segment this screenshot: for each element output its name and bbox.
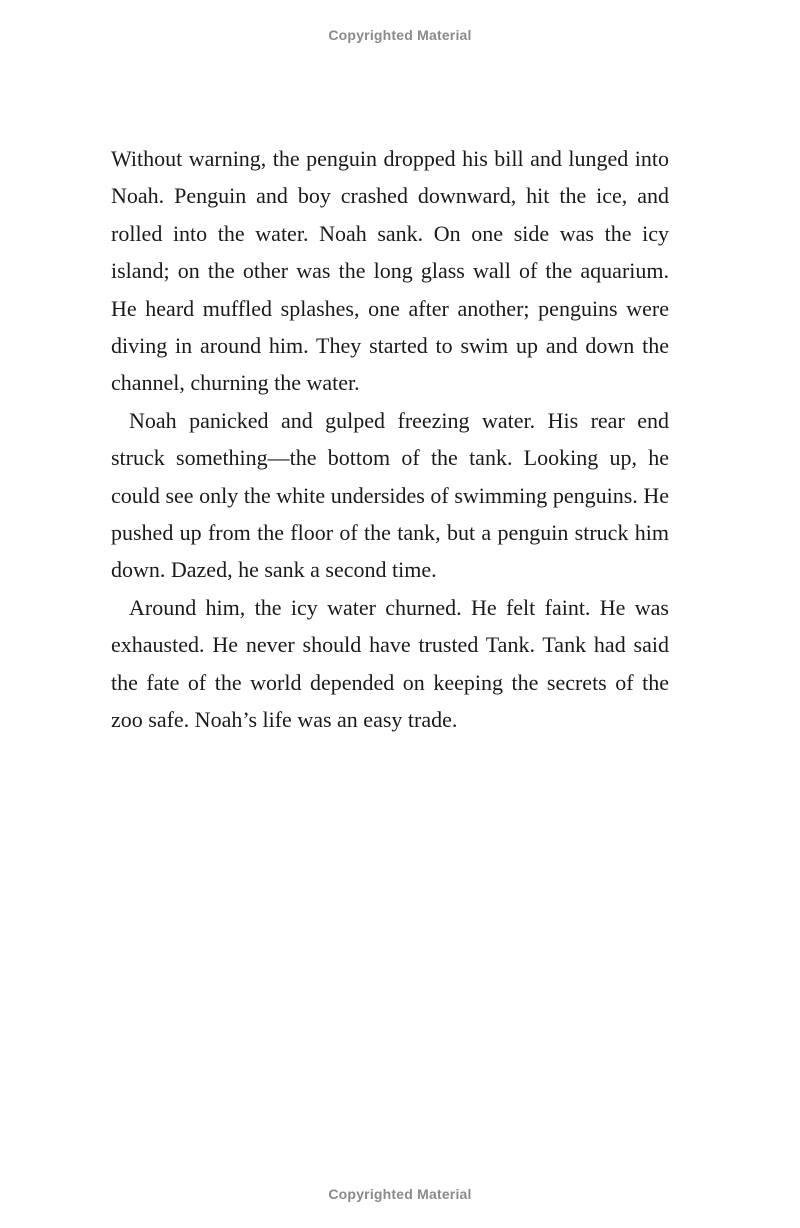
paragraph: Noah panicked and gulped freezing water. His rear end struck something—the bottom of the tank. Looking up, he could see only the white undersides of swimming penguins. He pushed up from the floor of the tank, but a penguin struck him down. Dazed, he sank a second time. <box>111 407 669 583</box>
paragraph: Around him, the icy water churned. He felt faint. He was exhausted. He never should have trusted Tank. Tank had said the fate of the world depended on keeping the secrets of the zoo safe. Noah’s life was an easy trade. <box>111 594 669 733</box>
paragraph: Without warning, the penguin dropped his bill and lunged into Noah. Penguin and boy crashed downward, hit the ice, and rolled into the water. Noah sank. On one side was the icy island; on the other was the long glass wall of the aquarium. He heard muffled splashes, one after another; penguins were diving in around him. They started to swim up and down the channel, churning the water. <box>111 146 669 396</box>
watermark-top: Copyrighted Material <box>328 27 472 43</box>
watermark-bottom: Copyrighted Material <box>328 1186 472 1202</box>
body-text <box>111 140 669 739</box>
